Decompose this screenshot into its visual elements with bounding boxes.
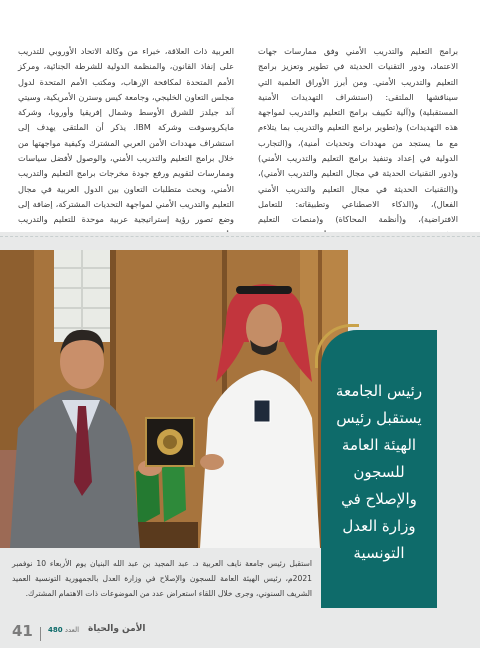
magazine-name: الأمن والحياة [88, 624, 146, 634]
photo-caption: استقبل رئيس جامعة نايف العربية د. عبد المجيد بن عبد الله البنيان يوم الأربعاء 10 نوفمبر 2021م، رئيس الهيئة العامة للسجون والإصلاح في وزارة العدل بالجمهورية التونسية العميد الشريف السنوني، وجرى خلال اللقاء استعراض عدد من الموضوعات ذات الاهتمام المشترك. [12, 559, 312, 598]
article-paragraph: العربية ذات العلاقة، خبراء من وكالة الاتحاد الأوروبي للتدريب على إنفاذ القانون، والمنظمة الدولية للشرطة الجنائية، ومركز الأمم المتحدة لمكافحة الإرهاب، ومكتب الأمم المتحدة لدول مجلس التعاون الخليجي، وجامعة كيس وسترن الأمريكية، وسيتي آند جيلدز للشرق الأوسط وشمال إفريقيا وأوروبا، وشركة مايكروسوفت وشركة IBM. يذكر أن الملتقى يهدف إلى استشراف مهددات الأمن العربي المشترك وكيفية مواجهتها من خلال برامج التعليم والتدريب الأمني، والوصول لأفضل سياسات وممارسات لتقويم ورفع جودة مخرجات برامج التعليم والتدريب الأمني، وبحث متطلبات التعاون بين الدول العربية في مجال التعليم والتدريب الأمني لمواجهة التحديات المشتركة، إضافة إلى وضع تصور رؤية إستراتيجية عربية موحدة للتعليم والتدريب [18, 46, 234, 225]
issue-label: العدد [64, 626, 80, 634]
section-divider [0, 236, 480, 237]
meeting-photo [0, 250, 348, 548]
headline: رئيس الجامعة يستقبل رئيس الهيئة العامة للسجون والإصلاح في وزارة العدل التونسية [335, 382, 423, 562]
issue-number: 480 [48, 626, 63, 634]
page-number: 41 [12, 622, 33, 640]
article-paragraph: برامج التعليم والتدريب الأمني وفق ممارسات جهات الاعتماد، ودور التقنيات الحديثة في تطوير وتعزيز برامج التعليم والتدريب الأمني. ومن أبرز الأوراق العلمية التي سيناقشها الملتقى: (استشراف التهديدات الأمنية المستقبلية) و(آلية تكييف برامج التعليم والتدريب لمواجهة هذه التهديدات) و(تطوير برامج التعليم والتدريب بما يتلاءم مع ما يستجد من مهددات وتحديات أمنية)، و(التجارب الدولية في إعداد وتنفيذ برامج التعليم والتدريب الأمني) و(دور التقنيات الحديثة في مجال التعليم والتدريب الأمني)، و(التقنيات الحديثة في مجال التعليم والتدريب الأمني الفعال)، و(الذكاء الاصطناعي وتطبيقاته: للتعامل الافتراضية)، و(أنظمة المحاكاة) و(منصات التعليم [258, 46, 458, 225]
headline-box [321, 330, 437, 608]
article-column-left [18, 44, 234, 243]
article-column-right [258, 44, 458, 258]
page-footer [0, 614, 480, 648]
article-text-section [0, 0, 480, 225]
footer-divider [40, 627, 41, 641]
issue-info [48, 626, 79, 634]
